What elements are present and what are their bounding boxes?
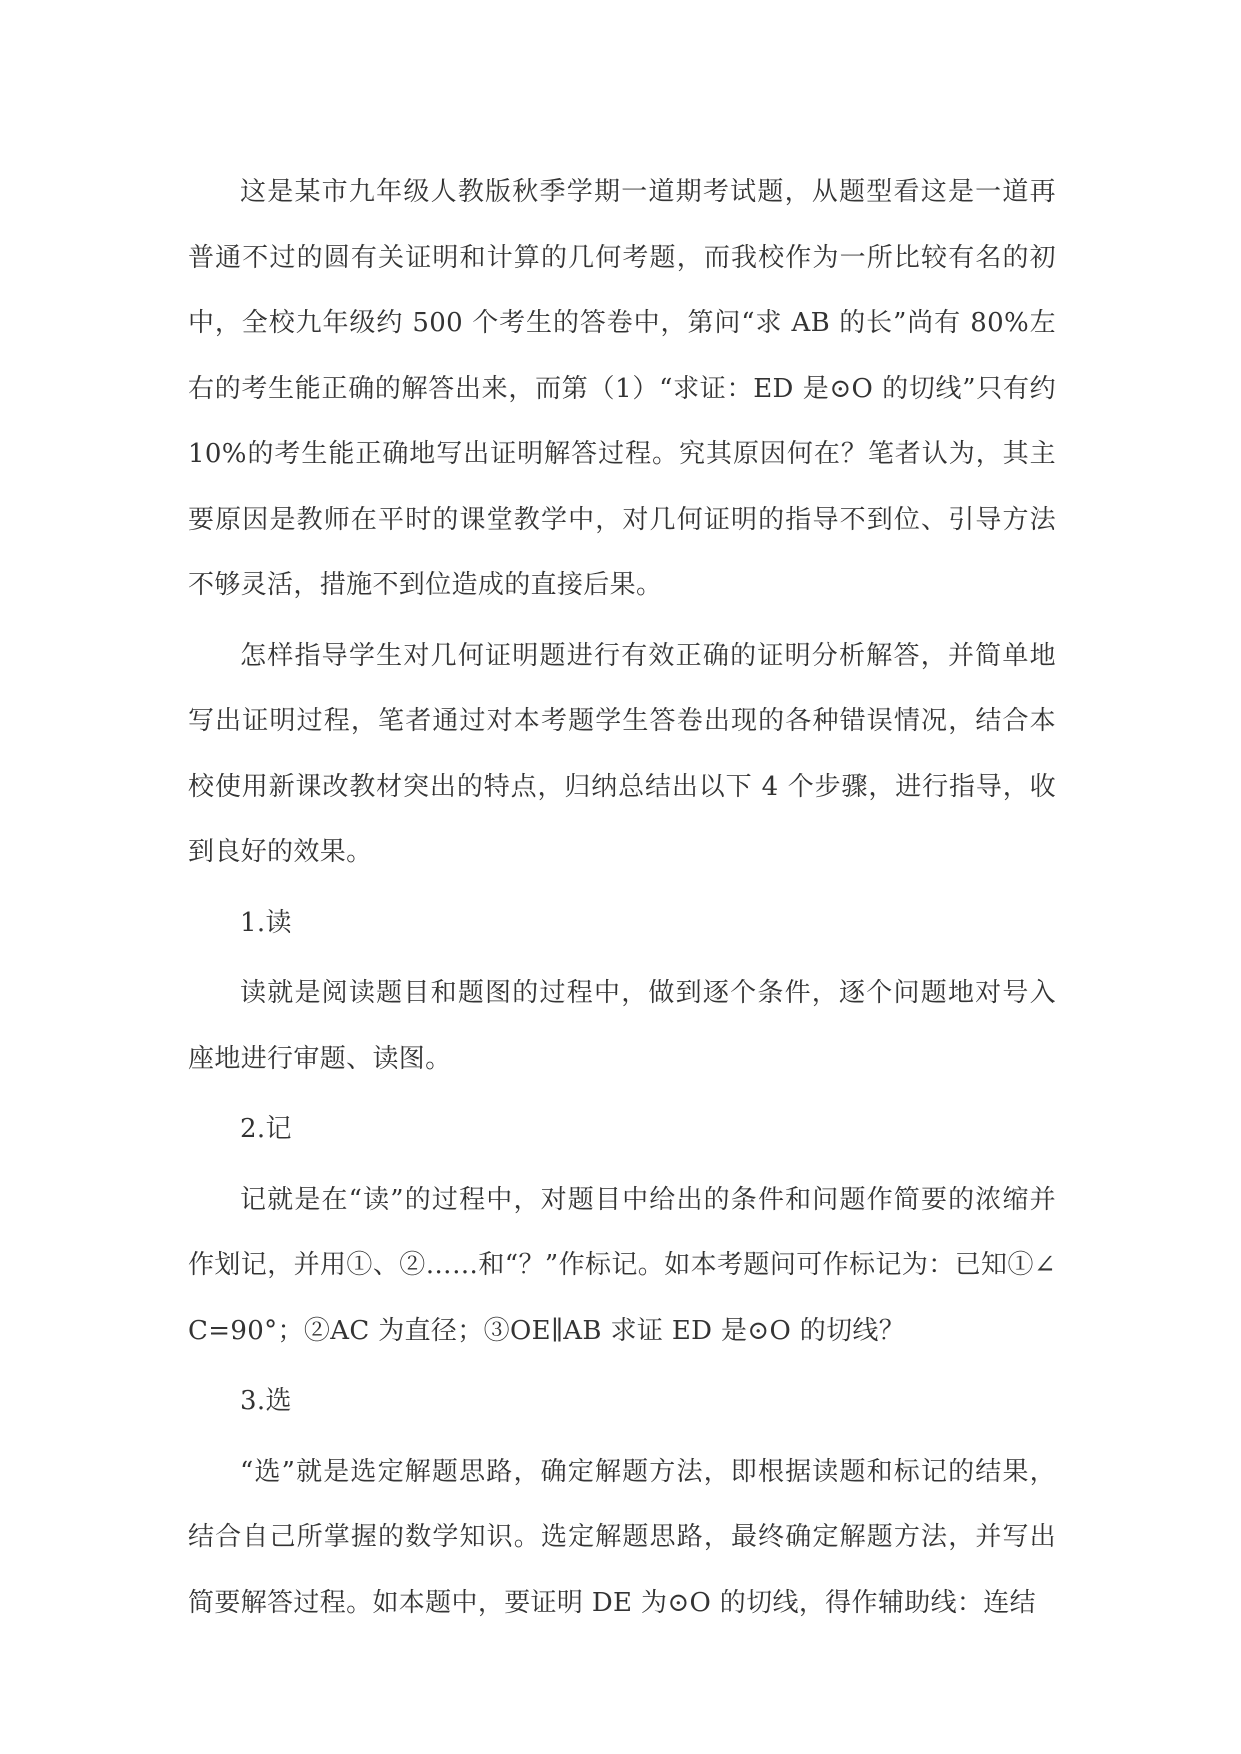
paragraph-step-read: 读就是阅读题目和题图的过程中，做到逐个条件，逐个问题地对号入座地进行审题、读图。 xyxy=(188,978,1056,1074)
paragraph-method-overview: 怎样指导学生对几何证明题进行有效正确的证明分析解答，并简单地写出证明过程，笔者通过对本考题学生答卷出现的各种错误情况，结合本校使用新课改教材突出的特点，归纳总结出以下 4 个步骤，进行指导，收到良好的效果。 xyxy=(188,640,1056,867)
heading-step-select: 3.选 xyxy=(240,1386,292,1416)
document-page xyxy=(188,160,1056,1641)
heading-step-read: 1.读 xyxy=(240,907,292,938)
paragraph-step-mark: 记就是在“读”的过程中，对题目中给出的条件和问题作简要的浓缩并作划记，并用①、②……和“？”作标记。如本考题问可作标记为：已知①∠C=90°；②AC 为直径；③OE∥AB 求证 ED 是⊙O 的切线？ xyxy=(188,1184,1056,1346)
paragraph-step-select: “选”就是选定解题思路，确定解题方法，即根据读题和标记的结果，结合自己所掌握的数学知识。选定解题思路，最终确定解题方法，并写出简要解答过程。如本题中，要证明 DE 为⊙O 的切线，得作辅助线：连结 xyxy=(188,1456,1056,1618)
heading-step-mark: 2.记 xyxy=(240,1114,292,1144)
paragraph-intro: 这是某市九年级人教版秋季学期一道期考试题，从题型看这是一道再普通不过的圆有关证明和计算的几何考题，而我校作为一所比较有名的初中，全校九年级约 500 个考生的答卷中，第问“求 AB 的长”尚有 80%左右的考生能正确的解答出来，而第（1）“求证：ED 是⊙O 的切线”只有约 10%的考生能正确地写出证明解答过程。究其原因何在？笔者认为，其主要原因是教师在平时的课堂教学中，对几何证明的指导不到位、引导方法不够灵活，措施不到位造成的直接后果。 xyxy=(188,177,1056,600)
